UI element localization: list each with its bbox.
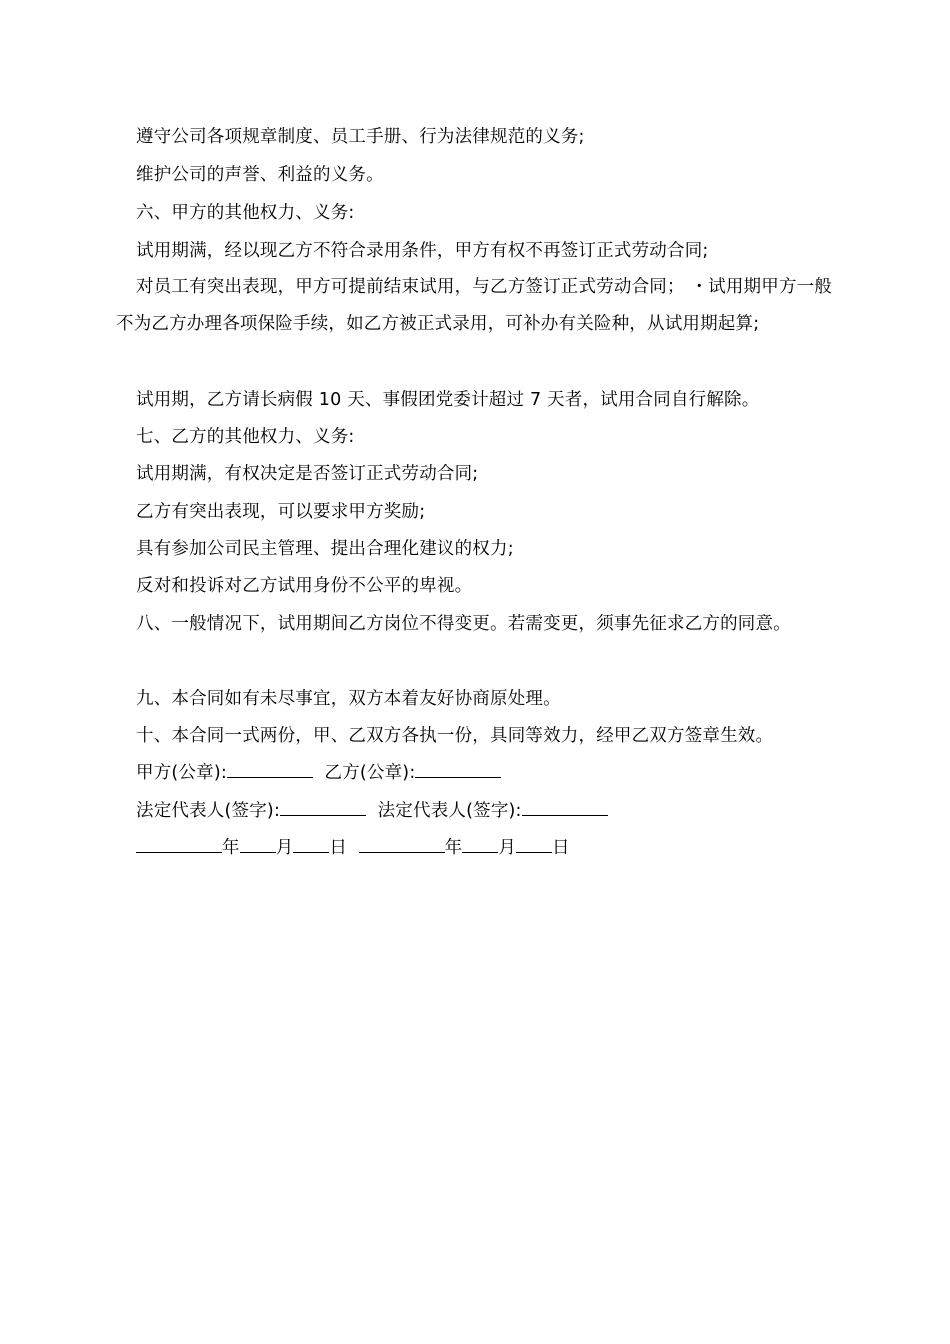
date-a-day-label: 日 [329, 838, 348, 858]
date-a-day-blank[interactable] [293, 832, 329, 853]
clause-line-8: 试用期满，有权决定是否签订正式劳动合同; [136, 464, 479, 484]
date-b-year-label: 年 [444, 838, 463, 858]
representative-row [116, 793, 856, 830]
party-b-seal-blank[interactable] [415, 757, 501, 778]
party-a-seal-label: 甲方(公章): [136, 763, 227, 783]
date-b-month-label: 月 [498, 838, 517, 858]
party-a-seal-blank[interactable] [227, 757, 313, 778]
section-heading-6: 六、甲方的其他权力、义务: [136, 203, 355, 223]
clause-paragraph-5: 对员工有突出表现，甲方可提前结束试用，与乙方签订正式劳动合同； ・试用期甲方一般不为乙方办理各项保险手续，如乙方被正式录用，可补办有关险种，从试用期起算; [116, 277, 833, 334]
clause-line-6: 试用期，乙方请长病假 10 天、事假团党委计超过 7 天者，试用合同自行解除。 [136, 390, 760, 410]
rep-b-signature-blank[interactable] [522, 795, 608, 816]
rep-a-signature-blank[interactable] [280, 795, 366, 816]
clause-line-10: 具有参加公司民主管理、提出合理化建议的权力; [136, 539, 514, 559]
rep-a-label: 法定代表人(签字): [136, 801, 281, 821]
section-heading-8: 八、一般情况下，试用期间乙方岗位不得变更。若需变更，须事先征求乙方的同意。 [136, 614, 791, 634]
date-a-month-label: 月 [275, 838, 294, 858]
seal-row [116, 755, 856, 792]
clause-line-11: 反对和投诉对乙方试用身份不公平的卑视。 [136, 576, 473, 596]
section-heading-10: 十、本合同一式两份，甲、乙双方各执一份，具同等效力，经甲乙双方签章生效。 [136, 726, 774, 746]
date-row [116, 830, 856, 867]
clause-line-2: 维护公司的声誉、利益的义务。 [136, 165, 384, 185]
date-b-month-blank[interactable] [462, 832, 498, 853]
section-heading-7: 七、乙方的其他权力、义务: [136, 427, 355, 447]
clause-line-4: 试用期满，经以现乙方不符合录用条件，甲方有权不再签订正式劳动合同; [136, 241, 709, 261]
date-b-year-blank[interactable] [359, 832, 445, 853]
date-b-day-blank[interactable] [516, 832, 552, 853]
rep-b-label: 法定代表人(签字): [377, 801, 522, 821]
clause-line-1: 遵守公司各项规章制度、员工手册、行为法律规范的义务; [136, 127, 585, 147]
section-heading-9: 九、本合同如有未尽事宜，双方本着友好协商原处理。 [136, 689, 561, 709]
date-a-year-blank[interactable] [136, 832, 222, 853]
date-a-year-label: 年 [222, 838, 240, 858]
clause-line-9: 乙方有突出表现，可以要求甲方奖励; [136, 502, 426, 522]
date-a-month-blank[interactable] [240, 832, 276, 853]
date-b-day-label: 日 [552, 838, 570, 858]
party-b-seal-label: 乙方(公章): [324, 763, 416, 783]
